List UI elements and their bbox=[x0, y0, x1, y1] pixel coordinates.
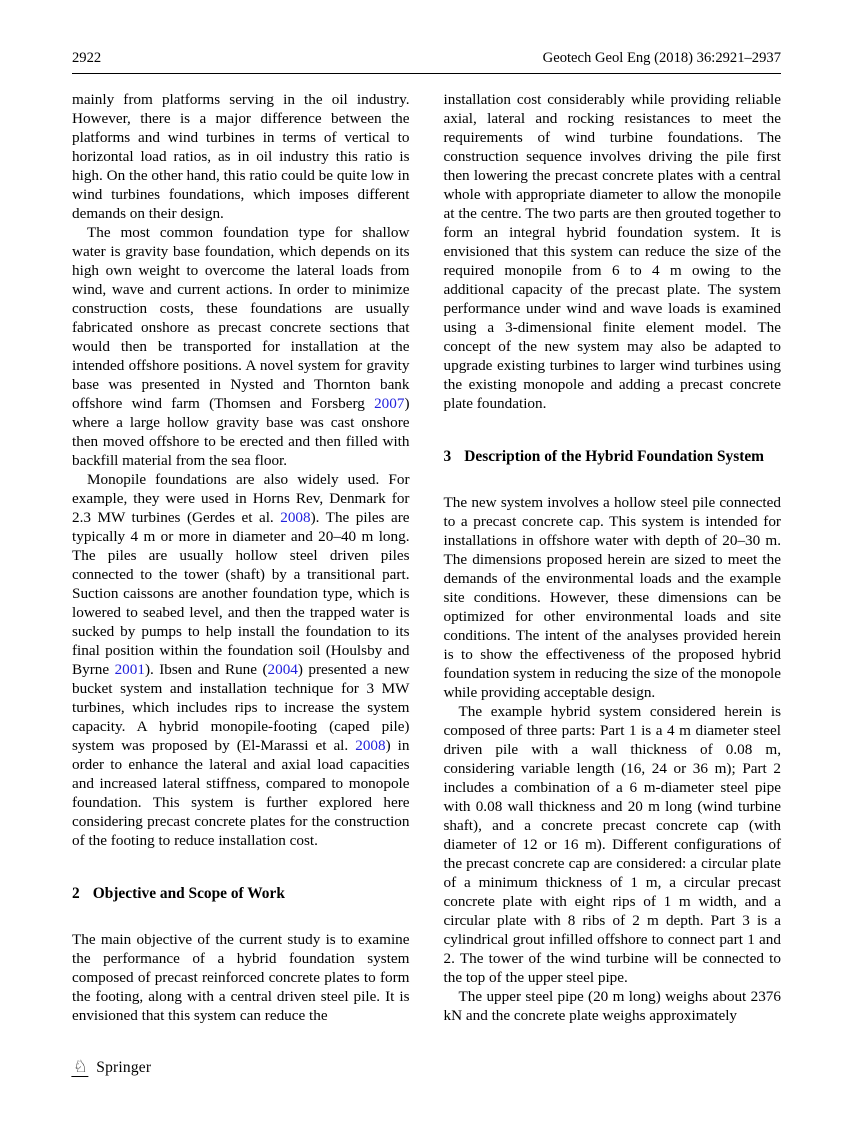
citation-link[interactable]: 2007 bbox=[374, 395, 405, 412]
paragraph: installation cost considerably while providing reliable axial, lateral and rocking resistances to meet the requirements of wind turbine foundations. The construction sequence involves driving the pile first then lowering the precast concrete plates with a central whole with appropriate diameter to allow the monopile at the centre. The two parts are then grouted together to form an integral hybrid foundation system. It is envisioned that this system can reduce the size of the required monopile from 6 to 4 m owing to the additional capacity of the precast plate. The system performance under wind and wave loads is examined using a 3-dimensional finite element model. The concept of the new system may also be adapted to upgrade existing turbines to larger wind turbines using the existing monopole and adding a precast concrete plate foundation. bbox=[443, 91, 781, 412]
two-column-body bbox=[72, 90, 781, 1025]
running-head bbox=[72, 50, 781, 66]
paragraph: Monopile foundations are also widely used. For example, they were used in Horns Rev, Denmark for 2.3 MW turbines (Gerdes et al. 2008). The piles are typically 4 m or more in diameter and 20–40 m long. The piles are usually hollow steel driven piles connected to the tower (shaft) by a transitional part. Suction caissons are another foundation type, which is lowered to seabed level, and then the trapped water is sucked by pumps to help install the foundation to its final position within the foundation soil (Houlsby and Byrne 2001). Ibsen and Rune (2004) presented a new bucket system and installation technique for 3 MW turbines, which includes rips to increase the system capacity. A hybrid monopile-footing (caped pile) system was proposed by (El-Marassi et al. 2008) in order to enhance the lateral and axial load capacities and increased lateral stiffness, compared to monopole foundation. This system is further explored here considering precast concrete plates for the construction of the footing to reduce installation cost. bbox=[72, 471, 410, 849]
citation-link[interactable]: 2004 bbox=[267, 661, 298, 678]
journal-reference: Geotech Geol Eng (2018) 36:2921–2937 bbox=[542, 50, 781, 66]
section-number: 3 bbox=[443, 448, 452, 465]
section-number: 2 bbox=[72, 885, 80, 902]
paragraph: The example hybrid system considered herein is composed of three parts: Part 1 is a 4 m diameter steel driven pile with a wall thickness of 0.08 m, considering variable length (16, 24 or 36 m); Part 2 includes a combination of a 6 m-diameter steel pipe with 0.08 wall thickness and 20 m long (wind turbine shaft), and a concrete precast concrete cap (with diameter of 12 or 16 m). Different configurations of the precast concrete cap are considered: a circular plate of a minimum thickness of 1 m, a circular precast concrete plate with eight rips of 1 m width, and a circular plate with 8 ribs of 2 m depth. Part 3 is a cylindrical grout infilled offshore to connect part 1 and 2. The tower of the wind turbine will be connected to the top of the upper steel pipe. bbox=[443, 703, 781, 986]
springer-knight-icon: ♘ bbox=[72, 1057, 89, 1076]
citation-link[interactable]: 2008 bbox=[355, 737, 386, 754]
publisher-footer bbox=[72, 1058, 151, 1077]
section-title: Objective and Scope of Work bbox=[92, 885, 285, 902]
header-rule bbox=[72, 73, 781, 74]
citation-link[interactable]: 2001 bbox=[114, 661, 145, 678]
section-heading bbox=[72, 884, 410, 903]
right-column bbox=[444, 90, 782, 1025]
page-number: 2922 bbox=[72, 50, 102, 66]
paragraph: mainly from platforms serving in the oil industry. However, there is a major difference between the platforms and wind turbines in terms of vertical to horizontal load ratios, as in oil industry this ratio is high. On the other hand, this ratio could be quite low in wind turbines foundations, which imposes different demands on their design. bbox=[72, 91, 410, 222]
paragraph: The new system involves a hollow steel pile connected to a precast concrete cap. This system is intended for installations in offshore water with depth of 20–30 m. The dimensions proposed herein are sized to meet the demands of the environmental loads and the example site conditions. However, these dimensions can be optimized for other environmental loads and site conditions. The intent of the analyses provided herein is to show the effectiveness of the proposed hybrid foundation system in reducing the size of the monopole while providing acceptable design. bbox=[443, 494, 781, 701]
paragraph: The most common foundation type for shallow water is gravity base foundation, which depends on its high own weight to overcome the lateral loads from wind, wave and current actions. In order to minimize construction costs, these foundations are usually fabricated onshore as precast concrete sections that would then be transported for installation at the intended offshore positions. A novel system for gravity base was presented in Nysted and Thornton bank offshore wind farm (Thomsen and Forsberg 2007) where a large hollow gravity base was cast onshore then moved offshore to be erected and then filled with backfill material from the sea floor. bbox=[72, 224, 410, 469]
section-title: Description of the Hybrid Foundation System bbox=[464, 448, 764, 465]
paragraph: The upper steel pipe (20 m long) weighs about 2376 kN and the concrete plate weighs approximately bbox=[443, 988, 781, 1024]
left-column bbox=[72, 90, 410, 1025]
section-heading bbox=[444, 447, 782, 466]
publisher-label: Springer bbox=[96, 1058, 152, 1076]
citation-link[interactable]: 2008 bbox=[280, 509, 311, 526]
paragraph: The main objective of the current study is to examine the performance of a hybrid foundation system composed of precast reinforced concrete plates to form the footing, along with a central driven steel pile. It is envisioned that this system can reduce the bbox=[72, 931, 410, 1024]
